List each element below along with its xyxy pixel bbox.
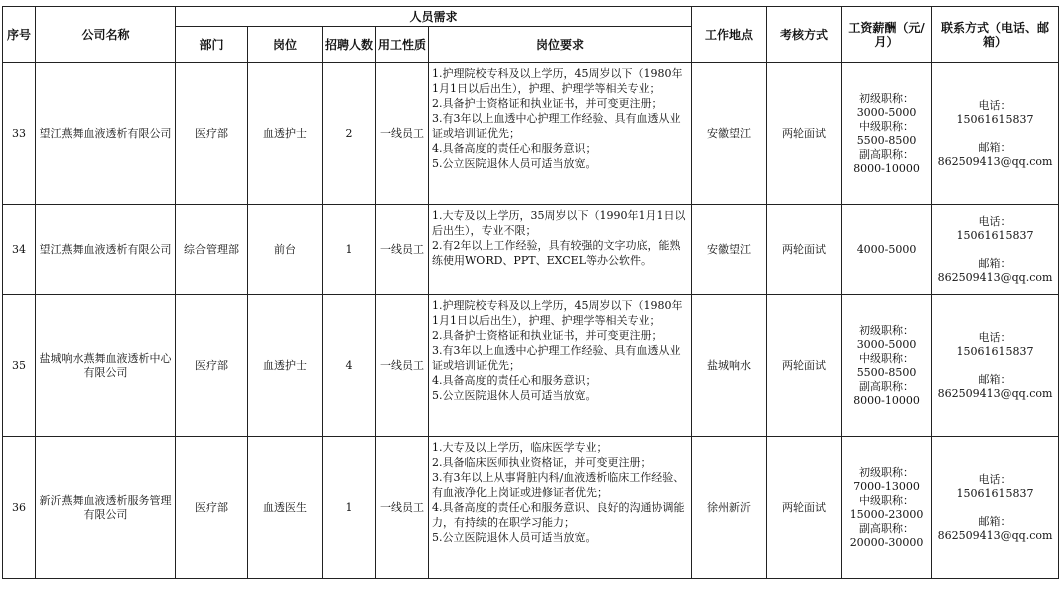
salary-line: 8000-10000 [853,161,920,175]
row-salary [842,437,932,579]
salary-line: 15000-23000 [849,507,924,521]
row-contact [932,205,1059,295]
header-dept: 部门 [176,27,248,63]
salary-line: 中级职称： [859,119,915,133]
row-nature: 一线员工 [376,437,429,579]
requirement-line: 1.大专及以上学历，临床医学专业； [432,441,608,454]
salary-line: 副高职称： [859,379,915,393]
row-count: 4 [323,295,376,437]
header-exam: 考核方式 [767,7,842,63]
requirement-line: 3.有3年以上血透中心护理工作经验、具有血透从业证或培训证优先； [432,112,681,140]
spacer [934,243,1056,257]
table-row [3,295,1059,437]
requirement-line: 2.具备临床医师执业资格证，并可变更注册； [432,456,652,469]
requirement-line: 2.有2年以上工作经验，具有较强的文字功底，能熟练使用WORD、PPT、EXCEL等办公软件。 [432,239,681,267]
row-exam: 两轮面试 [767,63,842,205]
row-dept: 综合管理部 [176,205,248,295]
recruitment-table [2,6,1059,579]
row-exam: 两轮面试 [767,205,842,295]
table-body [3,63,1059,579]
row-count: 1 [323,437,376,579]
email-address: 862509413@qq.com [937,270,1053,284]
header-location: 工作地点 [692,7,767,63]
spacer [934,501,1056,515]
table-row [3,437,1059,579]
row-nature: 一线员工 [376,295,429,437]
phone-number: 15061615837 [956,228,1034,242]
row-post: 血透护士 [248,295,323,437]
requirement-line: 1.护理院校专科及以上学历，45周岁以下（1980年1月1日以后出生），护理、护理学等相关专业； [432,299,683,327]
requirement-line: 5.公立医院退休人员可适当放宽。 [432,531,597,544]
row-seq: 36 [3,437,36,579]
spacer [934,359,1056,373]
row-location: 安徽望江 [692,63,767,205]
row-nature: 一线员工 [376,205,429,295]
row-post: 前台 [248,205,323,295]
row-company: 望江燕舞血液透析有限公司 [36,63,176,205]
row-post: 血透护士 [248,63,323,205]
requirement-line: 5.公立医院退休人员可适当放宽。 [432,157,597,170]
header-salary: 工资薪酬（元/月） [842,7,932,63]
phone-label: 电话： [978,472,1012,486]
salary-line: 20000-30000 [849,535,924,549]
phone-number: 15061615837 [956,486,1034,500]
row-location: 安徽望江 [692,205,767,295]
header-post: 岗位 [248,27,323,63]
row-location: 盐城响水 [692,295,767,437]
phone-number: 15061615837 [956,344,1034,358]
row-dept: 医疗部 [176,437,248,579]
row-exam: 两轮面试 [767,295,842,437]
salary-line: 中级职称： [859,493,915,507]
table-row [3,205,1059,295]
row-company: 新沂燕舞血液透析服务管理有限公司 [36,437,176,579]
requirement-line: 4.具备高度的责任心和服务意识； [432,374,597,387]
row-seq: 33 [3,63,36,205]
email-label: 邮箱： [978,514,1012,528]
row-count: 2 [323,63,376,205]
row-requirements [429,437,692,579]
phone-label: 电话： [978,330,1012,344]
email-label: 邮箱： [978,256,1012,270]
row-exam: 两轮面试 [767,437,842,579]
spacer [934,127,1056,141]
row-requirements [429,295,692,437]
row-company: 望江燕舞血液透析有限公司 [36,205,176,295]
row-seq: 35 [3,295,36,437]
row-salary [842,63,932,205]
salary-line: 初级职称： [859,323,915,337]
salary-line: 4000-5000 [856,242,917,256]
requirement-line: 3.有3年以上从事肾脏内科/血液透析临床工作经验、有血液净化上岗证或进修证者优先； [432,471,685,499]
phone-number: 15061615837 [956,112,1034,126]
row-nature: 一线员工 [376,63,429,205]
salary-line: 副高职称： [859,521,915,535]
header-count: 招聘人数 [323,27,376,63]
row-contact [932,437,1059,579]
requirement-line: 2.具备护士资格证和执业证书，并可变更注册； [432,97,663,110]
requirement-line: 2.具备护士资格证和执业证书，并可变更注册； [432,329,663,342]
header-company: 公司名称 [36,7,176,63]
header-nature: 用工性质 [376,27,429,63]
row-dept: 医疗部 [176,63,248,205]
requirement-line: 5.公立医院退休人员可适当放宽。 [432,389,597,402]
requirement-line: 1.护理院校专科及以上学历，45周岁以下（1980年1月1日以后出生），护理、护理学等相关专业； [432,67,683,95]
requirement-line: 1.大专及以上学历，35周岁以下（1990年1月1日以后出生），专业不限； [432,209,686,237]
email-label: 邮箱： [978,372,1012,386]
salary-line: 7000-13000 [853,479,920,493]
row-seq: 34 [3,205,36,295]
requirement-line: 3.有3年以上血透中心护理工作经验、具有血透从业证或培训证优先； [432,344,681,372]
email-address: 862509413@qq.com [937,154,1053,168]
requirement-line: 4.具备高度的责任心和服务意识、良好的沟通协调能力，有持续的在职学习能力； [432,501,685,529]
salary-line: 8000-10000 [853,393,920,407]
email-address: 862509413@qq.com [937,386,1053,400]
header-contact: 联系方式（电话、邮箱） [932,7,1059,63]
row-requirements [429,205,692,295]
header-seq: 序号 [3,7,36,63]
salary-line: 初级职称： [859,91,915,105]
row-company: 盐城响水燕舞血液透析中心有限公司 [36,295,176,437]
salary-line: 副高职称： [859,147,915,161]
row-salary [842,295,932,437]
row-location: 徐州新沂 [692,437,767,579]
email-address: 862509413@qq.com [937,528,1053,542]
row-contact [932,295,1059,437]
salary-line: 5500-8500 [856,365,917,379]
requirement-line: 4.具备高度的责任心和服务意识； [432,142,597,155]
table-row [3,63,1059,205]
email-label: 邮箱： [978,140,1012,154]
row-post: 血透医生 [248,437,323,579]
row-dept: 医疗部 [176,295,248,437]
header-demand: 人员需求 [176,7,692,27]
salary-line: 中级职称： [859,351,915,365]
row-requirements [429,63,692,205]
salary-line: 初级职称： [859,465,915,479]
row-count: 1 [323,205,376,295]
salary-line: 5500-8500 [856,133,917,147]
phone-label: 电话： [978,98,1012,112]
phone-label: 电话： [978,214,1012,228]
salary-line: 3000-5000 [856,105,917,119]
header-req: 岗位要求 [429,27,692,63]
row-salary [842,205,932,295]
salary-line: 3000-5000 [856,337,917,351]
row-contact [932,63,1059,205]
